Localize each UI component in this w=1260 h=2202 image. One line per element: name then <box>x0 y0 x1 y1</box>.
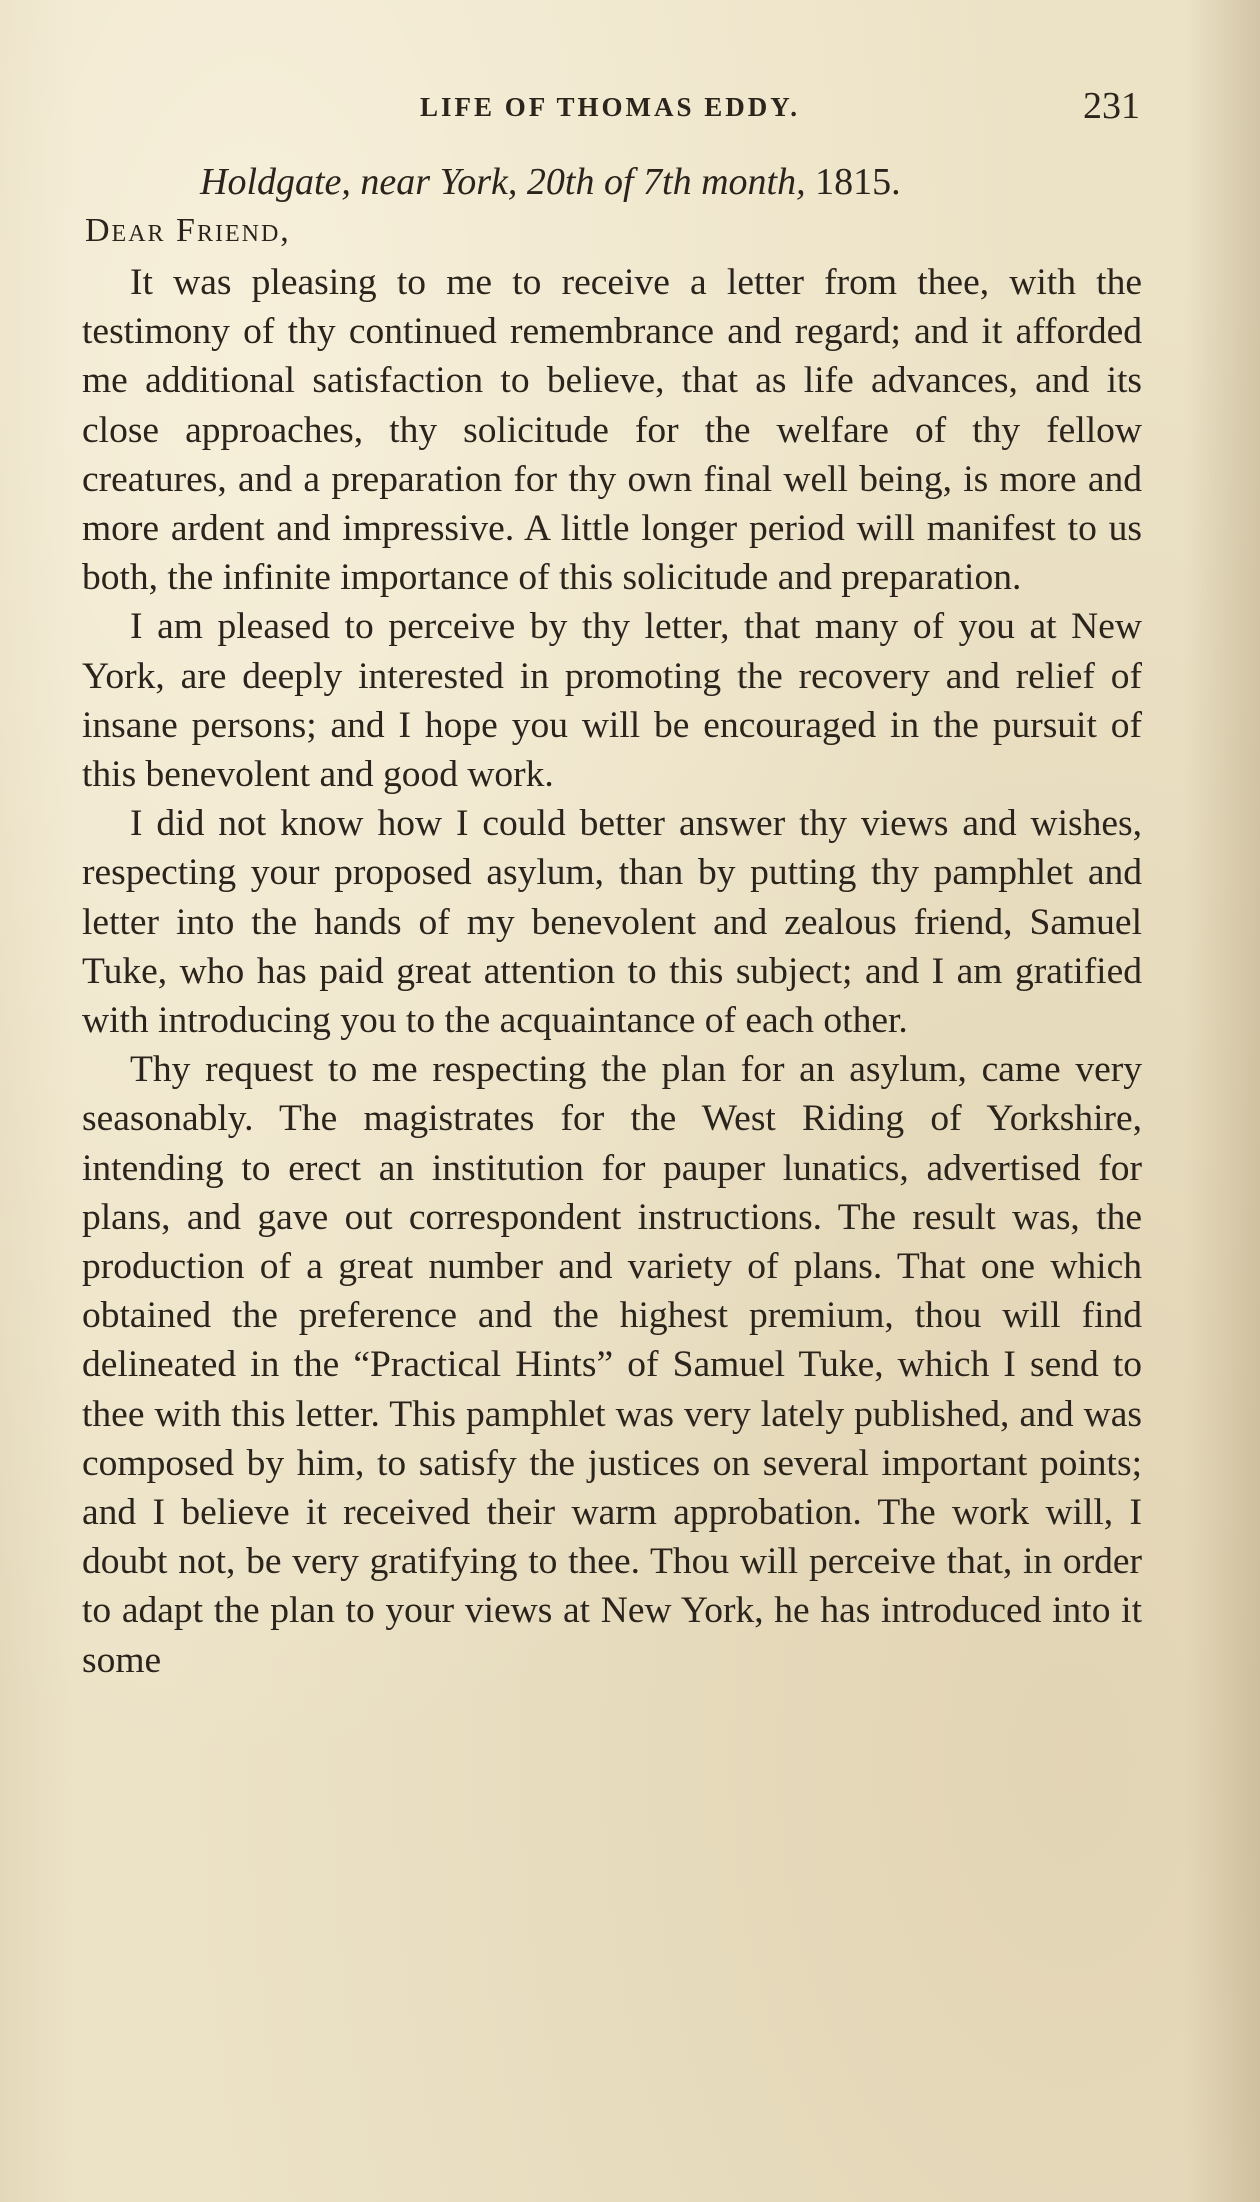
paragraph: Thy request to me respecting the plan for an asylum, came very seasonably. The magistrates for the West Riding of Yorkshire, intending to erect an institution for pauper lunatics, advertised for plans, and gave out correspondent instructions. The result was, the production of a great number and variety of plans. That one which obtained the preference and the highest premium, thou will find delineated in the “Practical Hints” of Samuel Tuke, which I send to thee with this letter. This pamphlet was very lately published, and was composed by him, to satisfy the justices on several important points; and I believe it received their warm approbation. The work will, I doubt not, be very gratifying to thee. Thou will perceive that, in order to adapt the plan to your views at New York, he has introduced into it some <box>82 1049 1142 1681</box>
page-number: 231 <box>1083 85 1140 127</box>
salutation: Dear Friend, <box>85 212 291 249</box>
letter-body <box>82 258 1142 1685</box>
letter-place: Holdgate, near York, <box>200 161 527 203</box>
paragraph: I am pleased to perceive by thy letter, that many of you at New York, are deeply interested in promoting the recovery and relief of insane persons; and I hope you will be encouraged in the pursuit of this benevolent and good work. <box>82 606 1142 796</box>
letter-date: 20th of 7th month, <box>526 161 816 203</box>
paragraph: It was pleasing to me to receive a letter from thee, with the testimony of thy continued remembrance and regard; and it afforded me additional satisfaction to believe, that as life advances, and its close approaches, thy solicitude for the welfare of thy fellow creatures, and a preparation for thy own final well being, is more and more ardent and impressive. A little longer period will manifest to us both, the infinite importance of this solicitude and preparation. <box>82 262 1142 599</box>
running-title: LIFE OF THOMAS EDDY. <box>419 92 801 122</box>
paragraph: I did not know how I could better answer thy views and wishes, respecting your proposed asylum, than by putting thy pamphlet and letter into the hands of my benevolent and zealous friend, Samuel Tuke, who has paid great attention to this subject; and I am gratified with introducing you to the acquaintance of each other. <box>82 803 1142 1042</box>
letter-year: 1815. <box>815 161 901 203</box>
running-head <box>80 84 1140 134</box>
letter-dateline <box>200 160 901 204</box>
